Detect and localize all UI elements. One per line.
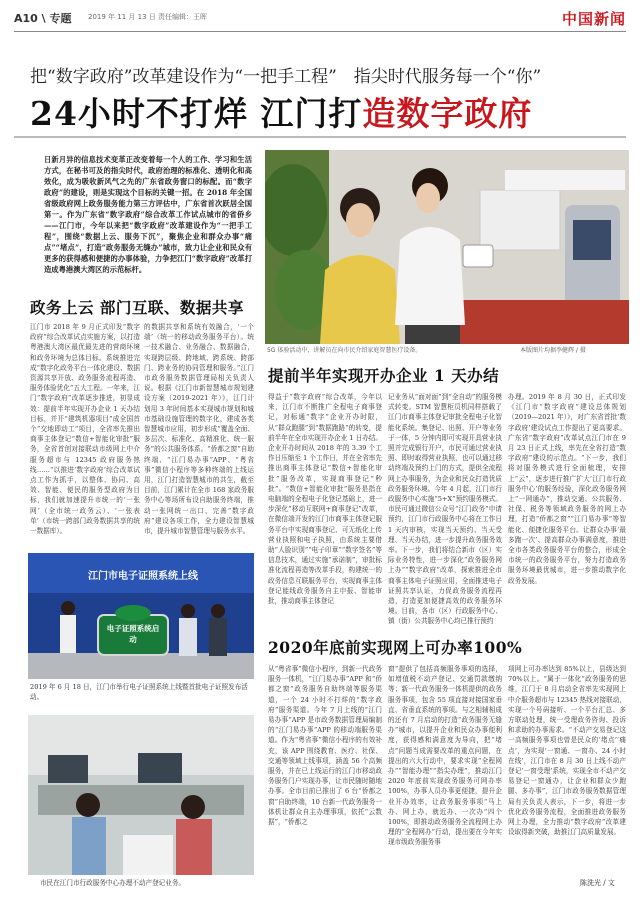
screen-banner-text: 江门市电子证照系统上线 bbox=[88, 571, 198, 582]
photo-5g-experience bbox=[265, 150, 629, 344]
headline-part1: 24小时不打烊 江门打 bbox=[30, 94, 363, 133]
photo-e-license-launch bbox=[28, 553, 254, 679]
section3-col1: 从“粤省事”微信小程序，到新一代政务服务一体机，“江门易办事”APP 和“侨都之窗”政务服务自助终端等服务渠道，一个 24 小时不打烊的“数字政府”服务渠道。今年 7 月上线的“江门易办事”APP 是市政务数据管理局编制的“江门易办事”APP 的移动端服务渠道。作为“粤省事”微信小程序的有效补充，该 APP 围绕教育、医疗、社保、交通等领域上线事项，涵盖 56 个高频服务，并在已上线运行的江门市移动政务服务门户实现办事，让市民随时随地办事。全市目前已推出了 6 台“侨都之窗”自助终端，10 台新一代政务服务一体机让群众自主办理事项，依托“云数据”，“侨都之 bbox=[268, 665, 382, 827]
lead-paragraph: 日新月异的信息技术变革正改变着每一个人的工作、学习和生活方式，在秘书可及的指尖时代，政府治理的标准化、透明化和高效化，成为吸收新风气之先的广东省政务窗口的标配。而“数字政府”的建设，则是实现这个目标的关键一招。在 2018 年全国省级政府网上政务服务能力第三方评估中，广东省首次跃居全国第一。作为广东省“数字政府”综合改革工作试点城市的省侨乡——江门市，今年以来把“数字政府”改革建设作为“一把手工程”，围绕“数据上云、服务下沉”，聚焦企业和群众办事“痛点”“堵点”，打造“政务服务无缝办”城市，致力让企业和民众有更多的获得感和便捷的办事体验，力争把江门“数字政府”改革打造成粤港澳大湾区的示范标杆。 bbox=[44, 155, 252, 274]
headline-part2: 造数字政府 bbox=[362, 94, 533, 133]
newspaper-logo: 中国新闻 bbox=[561, 10, 626, 28]
section1-title: 政务上云 部门互联、数据共享 bbox=[30, 298, 244, 317]
section3-col2: 窗”提供了包括高频服务事项的选择，如增值税不动产登记、交通罚款缴纳等；新一代政务服务一体机提供的政务服务事项，包含 55 项直接对接国家垂直、省垂直系统的事项。与之相辅相成的还有 7 月启动的打造“政务服务无缝办”城市，以提升企业和民众办事便利度，获得感和满意度为导向，把“堵点”问题当成需要改革的重点问题，在提出的六大行动中，要求实现“全程网办”“智能办理”“指尖办理”，推动江门 2020 年底前实现政务服务可网办率100%，办事人员办事更便捷，提升企业开办效率，让政务服务事项“马上办、网上办、就近办、一次办”四个 100%，即推动政务服务全流程网上办理的“全程网办”行动，提出要在今年实现市级政务服务事 bbox=[388, 665, 502, 847]
issue-info: 2019 年 11 月 13 日 责任编辑：王晖 bbox=[88, 13, 207, 21]
section3-title: 2020年底前实现网上可办率100% bbox=[268, 638, 523, 657]
launch-button-label: 电子证照系统启动 bbox=[106, 624, 160, 644]
masthead bbox=[14, 6, 626, 32]
photo-caption-top: 5G 体验活动中，讲解员在向市民介绍家庭智慧医疗设备。 bbox=[267, 347, 422, 354]
page-section: A10 \ 专题 bbox=[14, 12, 72, 25]
kicker-headline: 把“数字政府”改革建设作为“一把手工程” 指尖时代服务每一个“你” bbox=[30, 67, 542, 87]
section1-col2: 的数据共享和系统有效融合，‘一个端’（统一的移动政务服务平台）。统一技术融合、业务融合、数据融合，实现跨层级、跨地域、跨系统、跨部门、跨业务的协同管理和服务。”江门市政务服务数据管理局相关负责人说。根据《江门市新智慧城市规划建设方案（2019-2021 年）》，江门计划用 3 年时间基本实现城市规划和城市基础设施管理的数字化，建成各类智慧城市应用，初步形成“覆盖全面、多层次、标准化、高精准化、统一服务”的公共服务体系。“侨都之窗”自助终端、“江门易办事”APP、“粤省事”微信小程序等多种终端的上线运用，江门打造智慧城市的共生，截至目前，江门累计在全市 168 家政务服务中心等场所布设自助服务终端，推动一张网统一出口、完善“数字政府”建设各项工作，全力建设智慧城市，提升城市智慧管理与服务水平。 bbox=[144, 323, 254, 536]
photo-caption-mid: 2019 年 6 月 18 日，江门市举行电子证照系统上线暨首批电子证照发布活动。 bbox=[30, 683, 248, 701]
byline: 陈洗光 / 文 bbox=[580, 879, 615, 887]
headline-divider bbox=[14, 136, 626, 138]
main-headline bbox=[30, 88, 620, 135]
photo-credit: 本版图片均据李健辉 / 摄 bbox=[520, 347, 586, 354]
section2-col3: 办理。2019 年 8 月 30 日，正式印发《江门市“数字政府”建设总体规划（2019—2021 年）》，对广东省首批‘数字政府’建设试点工作提出了更高要求。广东省“数字政府”改革试点江门市在 9 月 23 日正式上线，率先在全省打造“数字政府”建设的示范点。“下一步，我们将对服务模式进行全面梳理，安排上“云”，逐步进行推广扩大‘江门市行政服务中心’的服务经验，深化政务服务网上“一网通办”，推动交通、公共服务、社保、税务等领域政务服务的网上办理，打造“侨都之窗”“江门易办事”等智能化、便捷化服务平台。让群众办事‘最多跑一次’、提高群众办事满意度，推进全市各类政务服务平台的整合，形成全市统一的政务服务平台，努力打造政务服务环境最优城市，进一步推动数字化政务发展。 bbox=[508, 393, 626, 585]
section1-col1: 江门市 2018 年 9 月正式印发“数字政府”综合改革试点实施方案，以打造粤港澳大湾区最优最先进的营商环境和政务环境为总体目标。系统推进完成“数字化政务平台一体化建设、数据资源共享开放、政务服务流程再造、服务体验优化”五大工程。一年来，江门“数字政府”改革逐步推进，初显成效：提前半年实现开办企业 1 天办结目标，并开“建筑机器项目”成全国首个“交地即动工”项目，全省率先推出商事主体登记“数信+智能化审批”服务，全省首创对接联动市级网上中介服务超市与 12345 政府服务热线……“以推进‘数字政府’综合改革试点工作为抓手，以整体、协同、高效、智能、便民的服务型政府为目标，我们就加速提升市统一的‘一张网’（全市统一政务云）、‘一张表单’（市统一跨部门政务数据共享的统一数据库）。 bbox=[30, 323, 140, 536]
section2-col2: 记业务从“面对面”到“全自动”的服务模式转变。STM 智慧柜员机同样搭载了江门市商事主体登记审批全程电子化智能化系统。集登记、出照、开户等业务于一体，5 分钟内即可实现开具营业执照并完成银行开户，市民可通过营业执照、即时取得营业执照，也可以通过移动终端及预约上门的方式，提供全流程网上办事服务，为企业和民众打造优质政务服务环境。今年 4 月起，江门市行政服务中心实施“5+X”预约服务模式。市民可通过微信公众号“江门政务”申请预约，江门市行政服务中心将在工作日 1 天内审核，实现当天预约、当天受理、当天办结，进一步提升政务服务效率。下一步，我们将结合新市（区）实际业务特性，进一步深化“政务服务网上办”“数字政府”改革，探索推进全市商事主体电子证照应用，全面推进电子证照共享认证，力促政务服务流程再造，打造更加便捷高效的政务服务环境。目前，各市（区）行政服务中心、镇（街）公共服务中心均已推行预约 bbox=[388, 393, 502, 626]
photo-service-center bbox=[28, 715, 254, 875]
section2-col1: 得益于“数字政府”综合改革，今年以来，江门市不断推广全程电子商事登记，对标通“数字”企业开办时限，从“群众跑腿”到“数据跑路”的转变，提前半年在全市实现开办企业 1 日办结。企业开办时间从 2018 年的 3.39 个工作日压缩至 1 个工作日，并在全省率先推出商事主体登记“数信+智能化审批”服务改革，实现商事登记“秒批”。“数信+智能化审批”服务是指在电脑端的全程电子化登记基础上，进一步深化“移动互联网+商事登记”改革，在微信端开发的江门市商事主体登记服务平台中实现商事登记、可无纸化上传营业执照和电子执照，由系统主要借助“人脸识别”“电子印章”“数字签名”等信息技术，通过实施“承诺制”，审批标准化流程再造等改革手段，构建统一的政务信息互联服务平台，实现商事主体登记能线政务服务自主申报、智能审批，推动商事主体登记 bbox=[268, 393, 382, 606]
photo-caption-bottom: 市民在江门市行政服务中心办理不动产登记业务。 bbox=[40, 879, 186, 887]
section3-col3: 项网上可办率达到 85%以上，县级达到 70%以上。“属于一体化”政务服务的思维，江门于 8 月启动全省率先实现网上中介服务超市与 12345 热线对接联动，实现一个号码接听、一个平台汇总、多方联动处理，统一受理政务咨询、投诉和求助的办事需求。“不动产交易登记这一高频服务事项也曾是民众的‘堵点’‘痛点’，为实现‘一窗通、一窗办、24 小时在线’，江门市在 8 月 30 日上线不动产登记‘一窗受理’系统，实现全市不动产交易登记一窗通办，让企业和群众少跑腿、多办事”，江门市政务服务数据管理局有关负责人表示，下一步，将进一步优化政务服务流程，全面推进政务服务网上办理，全力推动“数字政府”改革建设取得新突破，助推江门高质量发展。 bbox=[508, 665, 626, 837]
section2-title: 提前半年实现开办企业 1 天办结 bbox=[268, 366, 500, 385]
